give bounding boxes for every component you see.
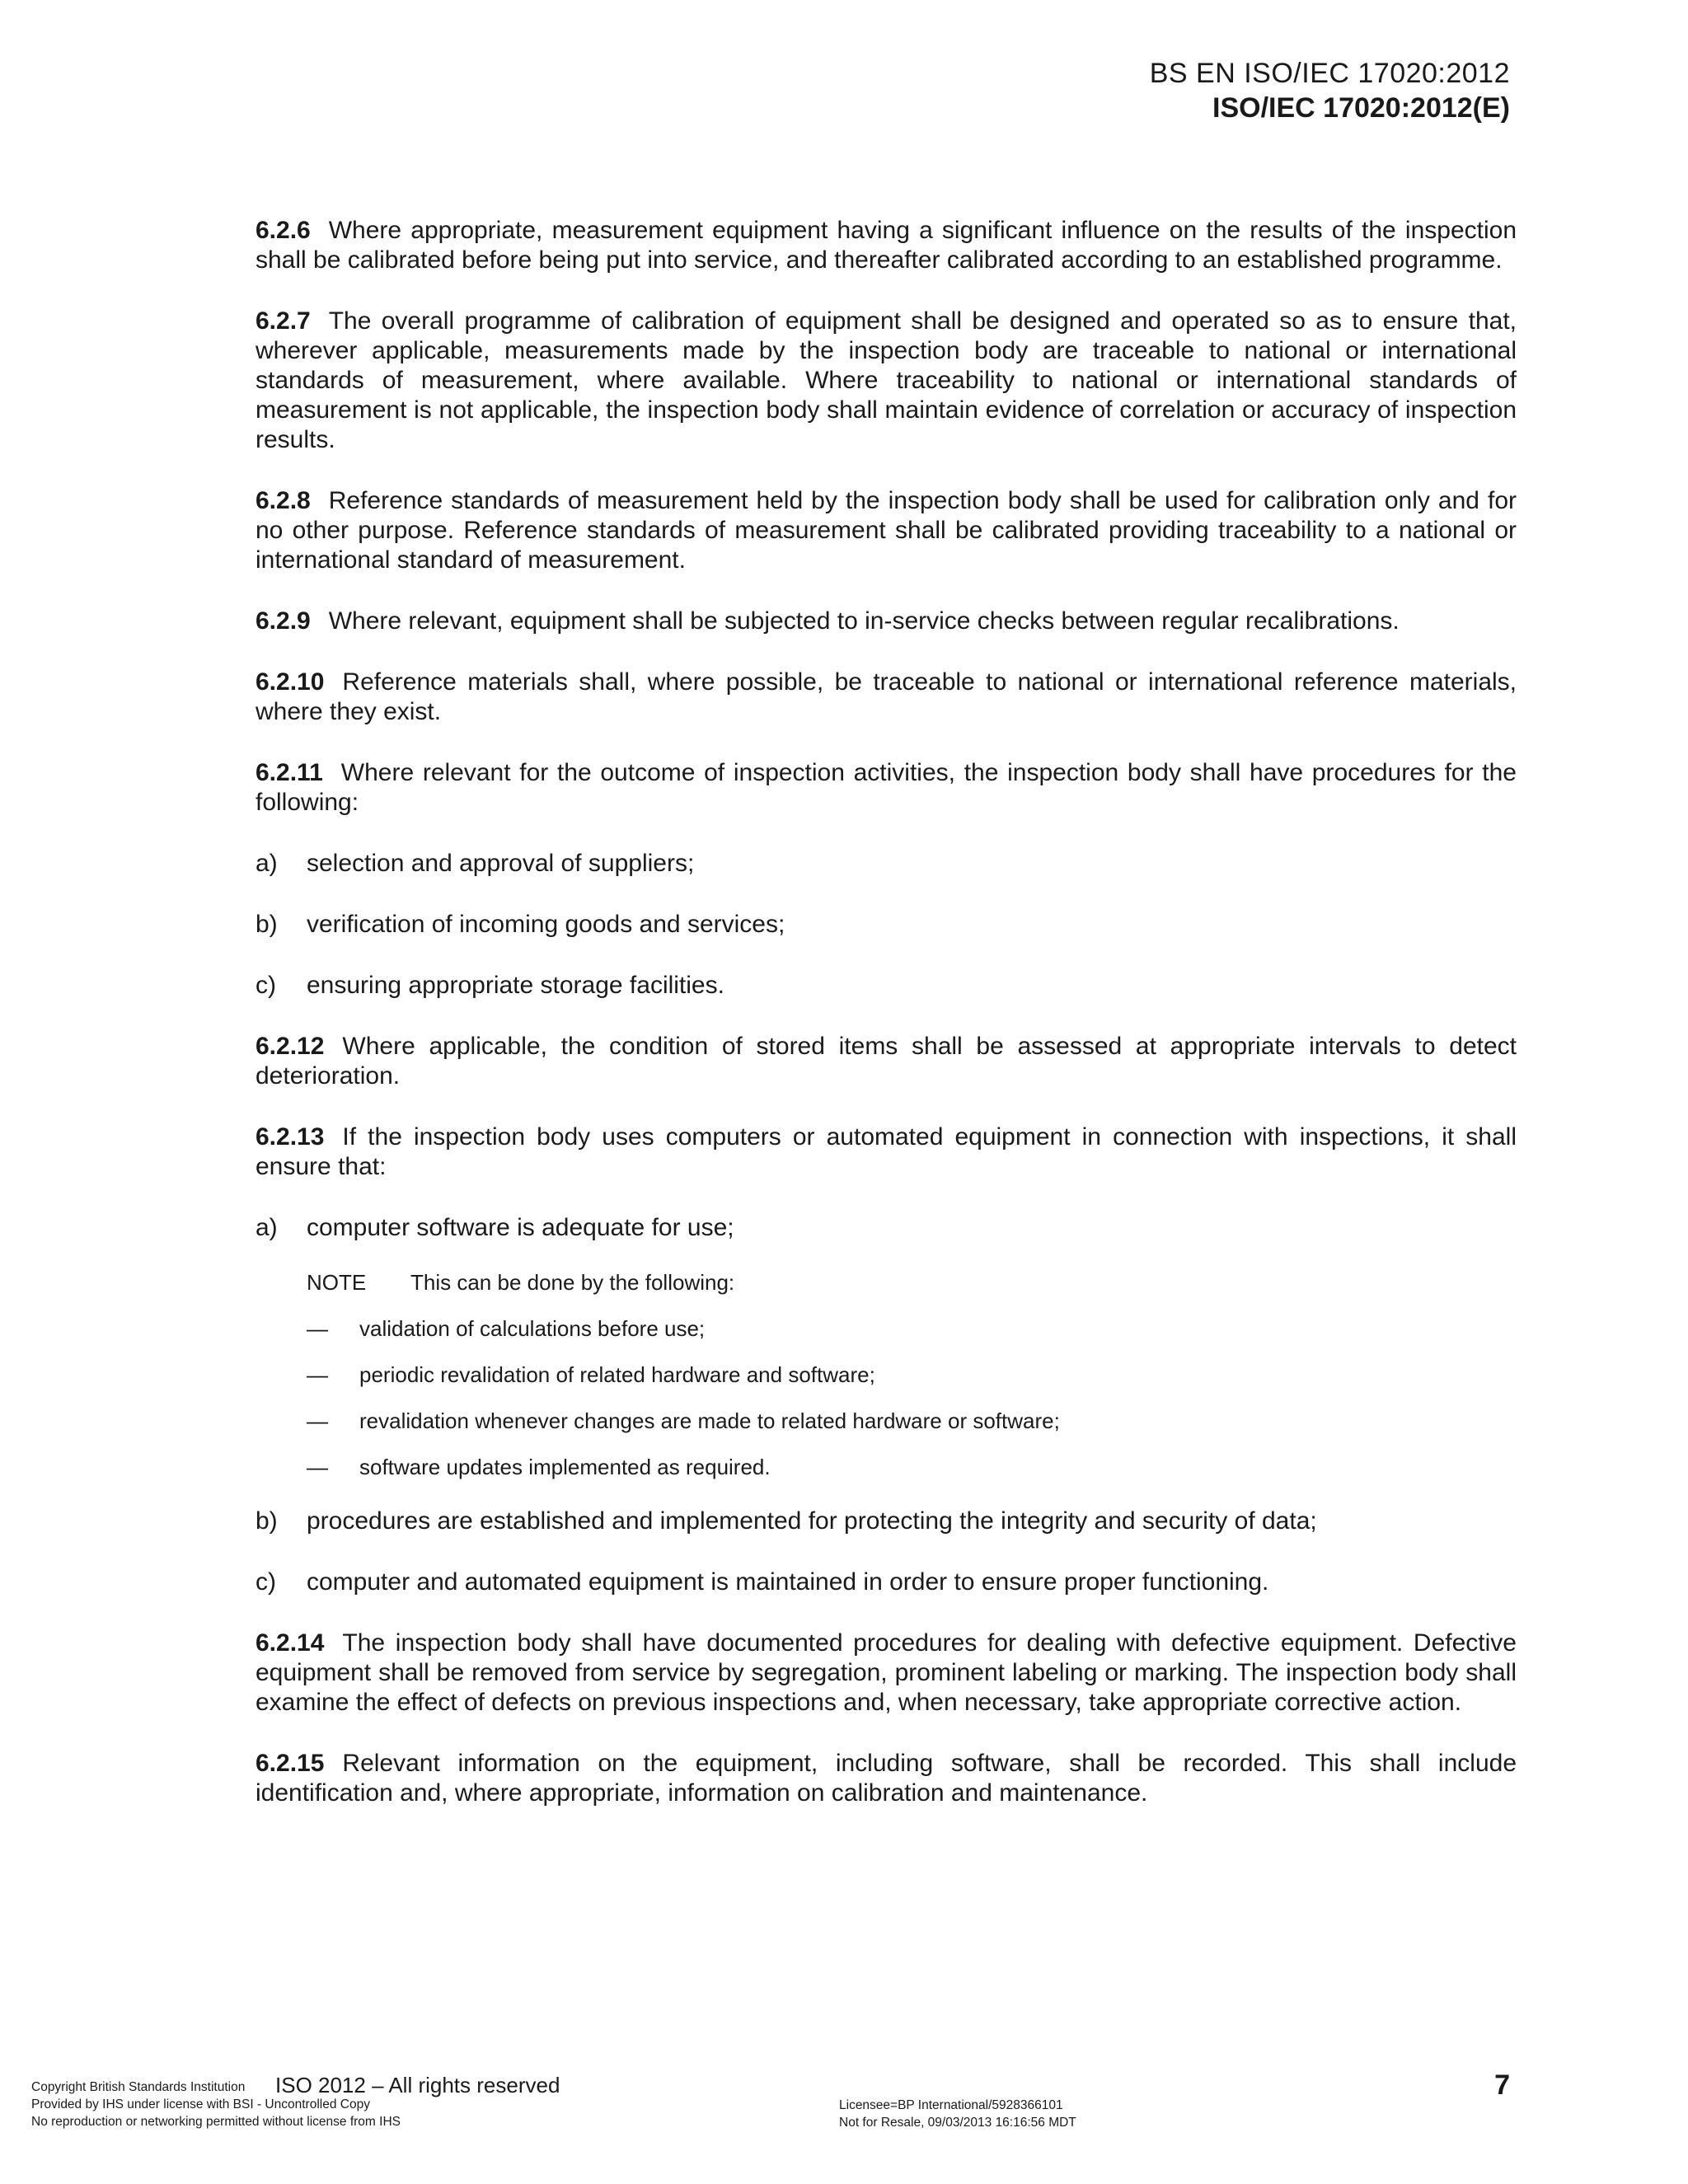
clause-text: Where relevant for the outcome of inspection activities, the inspection body shall have procedures for the following: xyxy=(256,759,1517,816)
clause-text: Where appropriate, measurement equipment having a significant influence on the results of the inspection shall be calibrated before being put into service, and thereafter calibrated according to an established programme. xyxy=(256,217,1517,274)
clause-text: Relevant information on the equipment, including software, shall be recorded. This shall include identification and, where appropriate, information on calibration and maintenance. xyxy=(256,1750,1517,1807)
iso-designation: ISO/IEC 17020:2012(E) xyxy=(1212,92,1510,124)
list-text: procedures are established and implemented for protecting the integrity and security of data; xyxy=(307,1507,1317,1535)
list-letter: a) xyxy=(256,850,278,877)
dash-item xyxy=(307,1315,1517,1342)
dash-item xyxy=(307,1408,1517,1434)
list-item xyxy=(256,1568,1517,1597)
document-body xyxy=(256,216,1517,1840)
list-item xyxy=(256,910,1517,940)
copyright-line: Provided by IHS under license with BSI - Uncontrolled Copy xyxy=(31,2097,370,2111)
note-label: NOTE xyxy=(307,1270,367,1295)
clause-6-2-10 xyxy=(256,668,1517,727)
dash-text: software updates implemented as required. xyxy=(359,1455,771,1479)
clause-6-2-13 xyxy=(256,1122,1517,1182)
list-letter: a) xyxy=(256,1214,278,1241)
list-letter: c) xyxy=(256,1568,276,1596)
copyright-line: No reproduction or networking permitted without license from IHS xyxy=(31,2115,401,2129)
note-text: This can be done by the following: xyxy=(410,1270,735,1295)
note xyxy=(307,1269,1517,1296)
dash-item xyxy=(307,1454,1517,1480)
list-text: selection and approval of suppliers; xyxy=(307,850,695,877)
page-header xyxy=(1150,56,1510,125)
dash-mark: — xyxy=(307,1455,328,1479)
clause-number: 6.2.12 xyxy=(256,1033,325,1060)
list-text: computer software is adequate for use; xyxy=(307,1214,734,1241)
list-letter: b) xyxy=(256,1507,278,1535)
clause-text: Where relevant, equipment shall be subjected to in-service checks between regular recalibrations. xyxy=(328,607,1400,635)
clause-6-2-7 xyxy=(256,307,1517,455)
dash-text: validation of calculations before use; xyxy=(359,1316,706,1341)
clause-text: The inspection body shall have documented procedures for dealing with defective equipment. Defective equipment shall be removed from service by segregation, prominent labeling or marking. The inspection body shall examine the effect of defects on previous inspections and, when necessary, take appropriate corrective action. xyxy=(256,1629,1517,1716)
dash-text: revalidation whenever changes are made to related hardware or software; xyxy=(359,1408,1060,1433)
licensee-line: Licensee=BP International/5928366101 xyxy=(839,2098,1063,2112)
standard-designation: BS EN ISO/IEC 17020:2012 xyxy=(1149,58,1510,89)
list-letter: b) xyxy=(256,911,278,938)
licensee-notice xyxy=(839,2097,1076,2131)
list-text: ensuring appropriate storage facilities. xyxy=(307,972,724,999)
clause-text: Reference standards of measurement held by the inspection body shall be used for calibration only and for no other purpose. Reference standards of measurement shall be calibrated providing traceability to a national or international standard of measurement. xyxy=(256,487,1517,574)
clause-number: 6.2.13 xyxy=(256,1123,325,1151)
page-number: 7 xyxy=(1494,2069,1510,2101)
list-text: computer and automated equipment is maintained in order to ensure proper functioning. xyxy=(307,1568,1269,1596)
list-item xyxy=(256,849,1517,879)
clause-text: If the inspection body uses computers or automated equipment in connection with inspections, it shall ensure that: xyxy=(256,1123,1517,1180)
clause-number: 6.2.15 xyxy=(256,1750,325,1777)
clause-6-2-6 xyxy=(256,216,1517,275)
dash-mark: — xyxy=(307,1408,328,1433)
list-item xyxy=(256,1213,1517,1243)
list-letter: c) xyxy=(256,972,276,999)
clause-number: 6.2.8 xyxy=(256,487,311,514)
clause-text: Reference materials shall, where possible, be traceable to national or international reference materials, where they exist. xyxy=(256,668,1517,725)
clause-6-2-11 xyxy=(256,758,1517,818)
clause-6-2-8 xyxy=(256,486,1517,575)
licensee-line: Not for Resale, 09/03/2013 16:16:56 MDT xyxy=(839,2116,1076,2130)
clause-text: Where applicable, the condition of stored items shall be assessed at appropriate intervals to detect deterioration. xyxy=(256,1033,1517,1090)
clause-number: 6.2.11 xyxy=(256,759,323,786)
clause-6-2-15 xyxy=(256,1749,1517,1808)
dash-mark: — xyxy=(307,1316,328,1341)
clause-number: 6.2.14 xyxy=(256,1629,325,1657)
clause-number: 6.2.7 xyxy=(256,307,311,335)
clause-6-2-12 xyxy=(256,1032,1517,1091)
clause-number: 6.2.10 xyxy=(256,668,325,696)
clause-number: 6.2.9 xyxy=(256,607,311,635)
dash-item xyxy=(307,1361,1517,1388)
clause-text: The overall programme of calibration of equipment shall be designed and operated so as to ensure that, wherever applicable, measurements made by the inspection body are traceable to national or international standards of measurement, where available. Where traceability to national or international standards of measurement is not applicable, the inspection body shall maintain evidence of correlation or accuracy of inspection results. xyxy=(256,307,1517,453)
list-item xyxy=(256,1507,1517,1536)
list-text: verification of incoming goods and services; xyxy=(307,911,785,938)
iso-rights-notice: ISO 2012 – All rights reserved xyxy=(275,2073,560,2097)
dash-mark: — xyxy=(307,1362,328,1387)
clause-6-2-14 xyxy=(256,1629,1517,1718)
clause-number: 6.2.6 xyxy=(256,217,311,244)
list-item xyxy=(256,971,1517,1001)
clause-6-2-9 xyxy=(256,607,1517,636)
copyright-line: Copyright British Standards Institution xyxy=(31,2080,246,2094)
dash-text: periodic revalidation of related hardware and software; xyxy=(359,1362,875,1387)
